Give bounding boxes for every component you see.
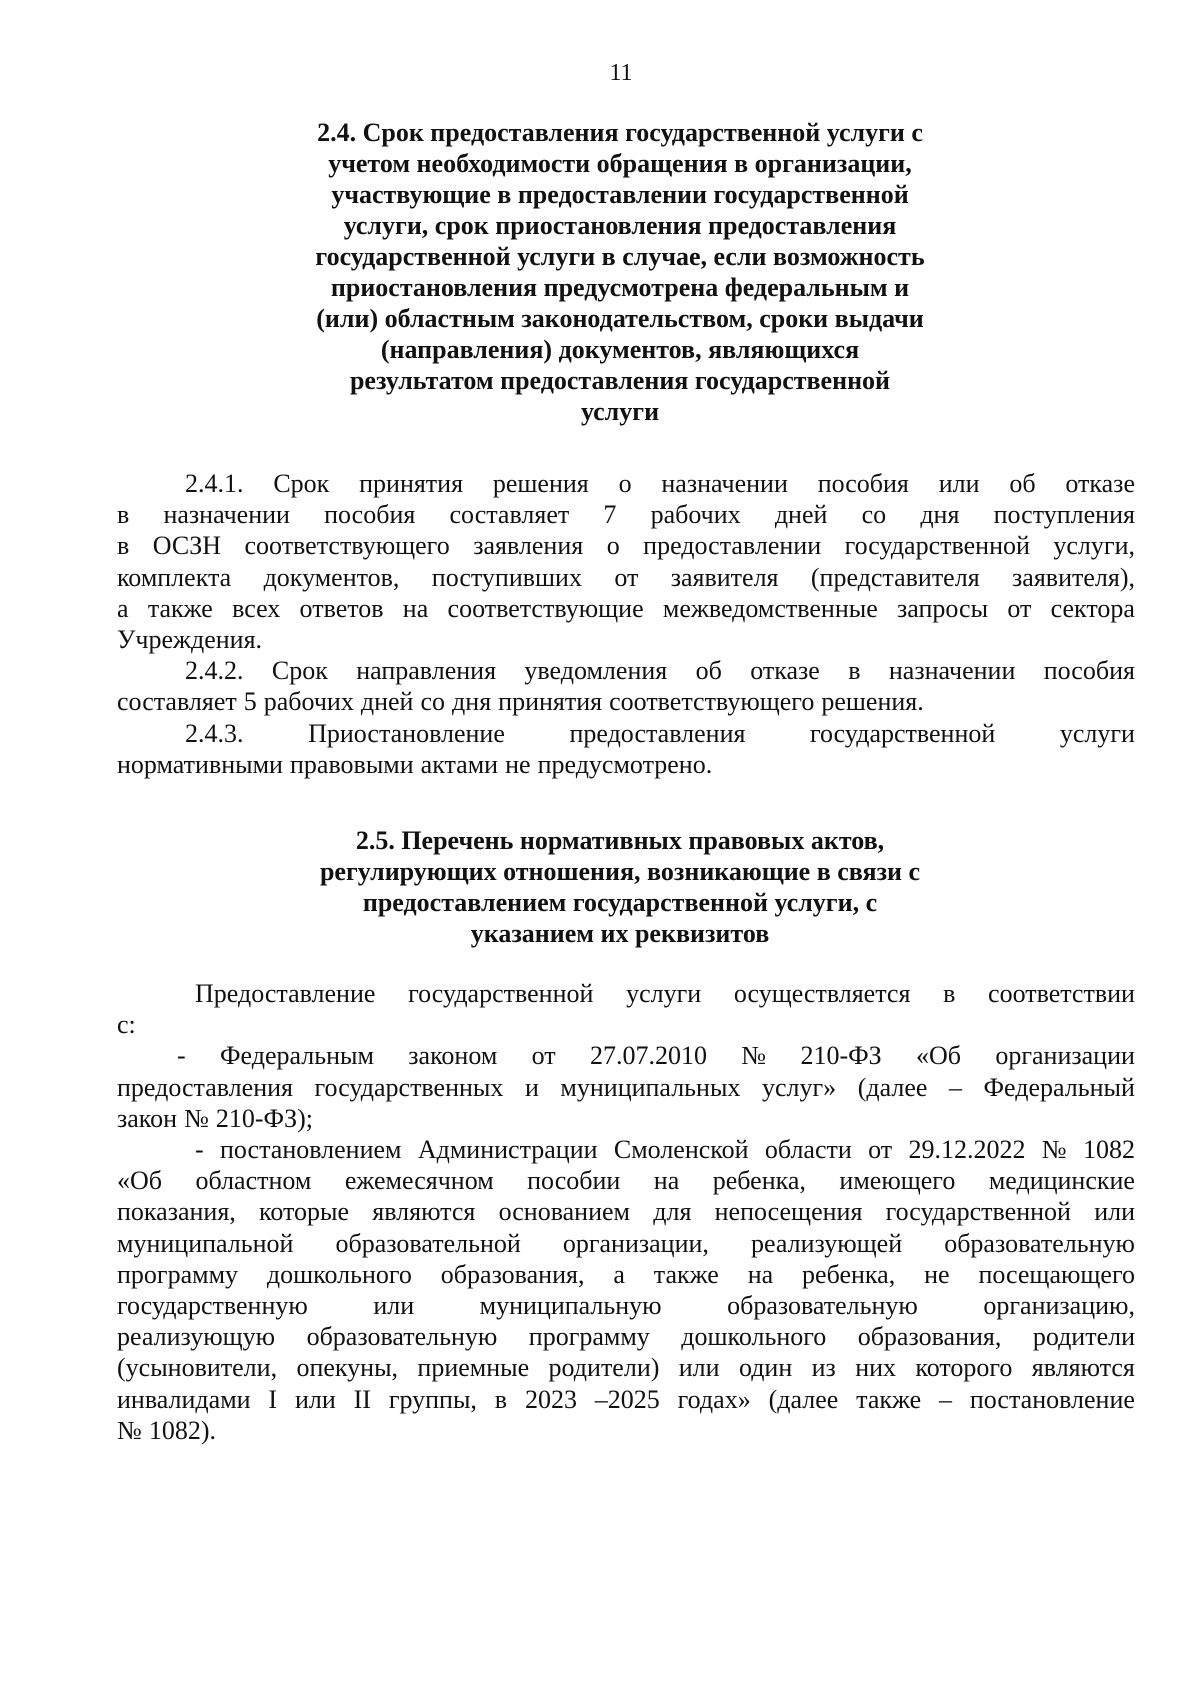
word: а	[117, 593, 129, 623]
word: соответствии	[988, 979, 1135, 1008]
word: запросы	[897, 593, 989, 623]
word: (представителя	[810, 562, 980, 592]
word: со	[420, 687, 446, 717]
heading-line: указанием их реквизитов	[470, 919, 770, 948]
word: 210-ФЗ	[800, 1041, 882, 1071]
word: один	[738, 1353, 793, 1383]
word: назначении	[888, 656, 1016, 686]
word: соответствующие	[447, 593, 644, 623]
word: дня	[920, 500, 960, 530]
word: №	[1041, 1135, 1067, 1165]
word: «Об	[916, 1041, 962, 1071]
word: Срок	[271, 656, 328, 686]
word: организации,	[562, 1228, 709, 1258]
word: которого	[915, 1353, 1013, 1383]
text-line	[117, 562, 1135, 593]
word: –	[948, 1072, 962, 1102]
heading-line: предоставлением государственной услуги, с	[362, 888, 878, 917]
word: 29.12.2022	[908, 1135, 1026, 1165]
word: опекуны,	[296, 1353, 399, 1383]
word: 2.4.3.	[185, 718, 244, 748]
text-line	[117, 1259, 1135, 1290]
word: на	[653, 1166, 680, 1196]
word: от	[868, 1135, 893, 1165]
text-line	[117, 749, 1135, 780]
word: услуги	[626, 979, 702, 1008]
word: на	[402, 593, 429, 623]
word: группы,	[388, 1384, 477, 1414]
text-line	[117, 624, 1135, 655]
word: или	[373, 1291, 415, 1321]
word: или	[1094, 1197, 1135, 1227]
word: государственных	[314, 1072, 504, 1102]
word: также	[856, 1384, 922, 1414]
word: соответствующего	[609, 687, 815, 717]
word: 5	[243, 687, 257, 717]
word: Федеральный	[983, 1072, 1135, 1102]
word: являются	[372, 1197, 476, 1227]
word: предоставлении	[643, 531, 822, 561]
heading-line: 2.4. Срок предоставления государственной услуги с	[317, 118, 923, 147]
word: правовыми	[289, 749, 414, 779]
word: программу	[117, 1259, 239, 1289]
paragraph	[117, 718, 1135, 780]
text-line	[117, 468, 1135, 499]
word: соответствующего	[244, 531, 450, 561]
word: рабочих	[263, 687, 354, 717]
word: образовательную	[727, 1291, 918, 1321]
word: областном	[195, 1166, 312, 1196]
word: об	[1009, 469, 1036, 498]
word: них	[855, 1353, 897, 1383]
word: области	[764, 1135, 852, 1165]
word: непосещения	[714, 1197, 863, 1227]
heading-line: государственной услуги в случае, если возможность	[315, 242, 925, 271]
word: Приостановление	[308, 718, 505, 748]
word: пособия	[1043, 656, 1135, 686]
word: или	[294, 1384, 336, 1414]
word: ребенка,	[712, 1166, 806, 1196]
word: направления	[356, 656, 497, 686]
word: а	[613, 1259, 625, 1289]
section-2-4-heading	[210, 117, 1030, 427]
word: имеющего	[839, 1166, 956, 1196]
word: №	[117, 1415, 142, 1445]
heading-line: (направления) документов, являющихся	[380, 335, 860, 364]
word: назначении	[661, 469, 788, 498]
word: с:	[117, 1010, 136, 1040]
word: от	[1007, 593, 1032, 623]
word: реализующей	[750, 1228, 903, 1258]
word: муниципальных	[560, 1072, 741, 1102]
word: документов,	[263, 562, 400, 592]
word: для	[653, 1197, 692, 1227]
word: государственной	[885, 1197, 1071, 1227]
word: Учреждения.	[117, 625, 263, 655]
word: всех	[232, 593, 281, 623]
word: из	[811, 1353, 836, 1383]
word: образования,	[440, 1259, 585, 1289]
text-line	[117, 499, 1135, 530]
word: в	[117, 500, 130, 530]
word: предоставления	[569, 718, 746, 748]
word: дней	[360, 687, 414, 717]
word: в	[943, 979, 956, 1008]
word: составляет	[117, 687, 237, 717]
word: инвалидами	[117, 1384, 251, 1414]
section-2-4-body	[117, 468, 1135, 780]
paragraph	[117, 1134, 1135, 1446]
word: 2023	[524, 1384, 577, 1414]
text-line	[117, 1103, 1135, 1134]
word: образования,	[857, 1322, 1002, 1352]
word: (далее	[768, 1384, 839, 1414]
word: от	[531, 1041, 556, 1071]
word: 210-ФЗ);	[215, 1103, 313, 1133]
heading-line: услуги, срок приостановления предоставления	[343, 211, 897, 240]
heading-line: регулирующих отношения, возникающие в связи с	[319, 857, 921, 886]
word: медицинские	[988, 1166, 1135, 1196]
word: Администрации	[417, 1135, 598, 1165]
word: приемные	[417, 1353, 530, 1383]
section-2-5-heading	[210, 825, 1030, 949]
word: предоставления	[117, 1072, 293, 1102]
word: муниципальной	[117, 1228, 294, 1258]
word: от	[614, 562, 639, 592]
text-line	[117, 686, 1135, 717]
word: основанием	[498, 1197, 630, 1227]
word: ребенка,	[802, 1259, 896, 1289]
word: рабочих	[650, 500, 741, 530]
word: Срок	[273, 469, 330, 498]
word: принятия	[498, 687, 603, 717]
word: пособии	[527, 1166, 621, 1196]
word: пособия	[817, 469, 909, 498]
word: услуг»	[761, 1072, 837, 1102]
word: «Об	[117, 1166, 163, 1196]
word: государственной	[810, 718, 996, 748]
word: со	[861, 500, 887, 530]
word: -	[195, 1135, 204, 1165]
word: №	[741, 1041, 767, 1071]
word: отказе	[1065, 469, 1135, 498]
text-line	[117, 1384, 1135, 1415]
word: услуги,	[1053, 531, 1135, 561]
word: в	[848, 656, 861, 686]
word: родители)	[548, 1353, 660, 1383]
word: показания,	[117, 1197, 236, 1227]
heading-line: приостановления предусмотрена федеральным и	[330, 273, 910, 302]
word: предусмотрено.	[537, 749, 713, 779]
word: не	[924, 1259, 950, 1289]
word: постановлением	[220, 1135, 402, 1165]
word: также	[653, 1259, 719, 1289]
text-line	[117, 1415, 1135, 1446]
word: поступления	[993, 500, 1135, 530]
text-line	[117, 1228, 1135, 1259]
text-line	[117, 593, 1135, 624]
text-line	[117, 1165, 1135, 1196]
word: программу	[528, 1322, 650, 1352]
word: заявителя	[670, 562, 779, 592]
word: об	[695, 656, 722, 686]
text-line	[117, 718, 1135, 749]
word: 27.07.2010	[589, 1041, 707, 1071]
text-line	[117, 978, 1135, 1009]
text-line	[117, 1196, 1135, 1227]
word: законом	[408, 1041, 498, 1071]
word: и	[524, 1072, 539, 1102]
heading-line: результатом предоставления государственной	[349, 366, 891, 395]
word: также	[147, 593, 213, 623]
word: родители	[1032, 1322, 1135, 1352]
word: решения.	[821, 687, 924, 717]
word: дней	[774, 500, 828, 530]
word: 2.4.1.	[185, 469, 244, 498]
word: муниципальную	[479, 1291, 662, 1321]
word: принятия	[359, 469, 464, 498]
word: назначении	[163, 500, 290, 530]
word: дошкольного	[681, 1322, 827, 1352]
word: 1082).	[148, 1415, 216, 1445]
word: дошкольного	[266, 1259, 412, 1289]
word: –2025	[594, 1384, 660, 1414]
text-line	[117, 1352, 1135, 1383]
word: или	[678, 1353, 720, 1383]
word: организации	[995, 1041, 1135, 1071]
word: (далее	[857, 1072, 928, 1102]
word: Смоленской	[613, 1135, 749, 1165]
word: нормативными	[117, 749, 283, 779]
paragraph	[117, 468, 1135, 655]
word: образовательную	[944, 1228, 1135, 1258]
word: государственную	[117, 1291, 308, 1321]
text-line	[117, 655, 1135, 686]
word: пособия	[324, 500, 416, 530]
word: или	[938, 469, 980, 498]
word: Федеральным	[220, 1041, 374, 1071]
word: не	[505, 749, 531, 779]
word: решения	[492, 469, 589, 498]
word: ежемесячном	[344, 1166, 494, 1196]
word: –	[939, 1384, 953, 1414]
word: образовательной	[335, 1228, 521, 1258]
word: -	[177, 1041, 186, 1071]
word: образовательную	[306, 1322, 498, 1352]
word: сектора	[1050, 593, 1135, 623]
heading-line: 2.5. Перечень нормативных правовых актов,	[355, 826, 885, 855]
word: ответов	[299, 593, 384, 623]
heading-line: учетом необходимости обращения в организации,	[328, 149, 912, 178]
word: являются	[1031, 1353, 1135, 1383]
word: годах»	[677, 1384, 751, 1414]
word: о	[606, 531, 620, 561]
word: заявления	[473, 531, 584, 561]
word: межведомственные	[662, 593, 878, 623]
word: услуги	[1059, 718, 1135, 748]
word: актами	[420, 749, 499, 779]
word: Предоставление	[195, 979, 376, 1008]
word: на	[747, 1259, 774, 1289]
paragraph	[117, 978, 1135, 1040]
heading-line: участвующие в предоставлении государственной	[331, 180, 909, 209]
word: I	[268, 1384, 278, 1414]
word: заявителя),	[1012, 562, 1135, 592]
word: уведомления	[524, 656, 668, 686]
word: в	[494, 1384, 508, 1414]
word: осуществляется	[733, 979, 911, 1008]
word: 7	[603, 500, 617, 530]
heading-line: (или) областным законодательством, сроки выдачи	[316, 304, 924, 333]
word: составляет	[449, 500, 570, 530]
word: в	[117, 531, 130, 561]
word: 1082	[1082, 1135, 1135, 1165]
text-line	[117, 530, 1135, 561]
paragraph	[117, 1040, 1135, 1134]
text-line	[117, 1040, 1135, 1071]
paragraph	[117, 655, 1135, 717]
word: посещающего	[978, 1259, 1135, 1289]
heading-line: услуги	[580, 397, 660, 426]
word: дня	[452, 687, 492, 717]
section-2-5-body	[117, 978, 1135, 1446]
word: II	[353, 1384, 371, 1414]
word: поступивших	[431, 562, 582, 592]
word: отказе	[750, 656, 820, 686]
word: реализующую	[117, 1322, 276, 1352]
word: организацию,	[983, 1291, 1135, 1321]
word: государственной	[408, 979, 594, 1008]
word: постановление	[969, 1384, 1135, 1414]
word: 2.4.2.	[185, 656, 244, 686]
page-number: 11	[609, 60, 633, 86]
text-line	[117, 1134, 1135, 1165]
text-line	[117, 1072, 1135, 1103]
word: (усыновители,	[117, 1353, 278, 1383]
text-line	[117, 1009, 1135, 1040]
word: о	[618, 469, 632, 498]
word: которые	[259, 1197, 350, 1227]
word: закон	[117, 1103, 178, 1133]
text-line	[117, 1321, 1135, 1352]
text-line	[117, 1290, 1135, 1321]
word: государственной	[844, 531, 1030, 561]
word: №	[184, 1103, 209, 1133]
word: комплекта	[117, 562, 232, 592]
word: ОСЗН	[152, 531, 222, 561]
